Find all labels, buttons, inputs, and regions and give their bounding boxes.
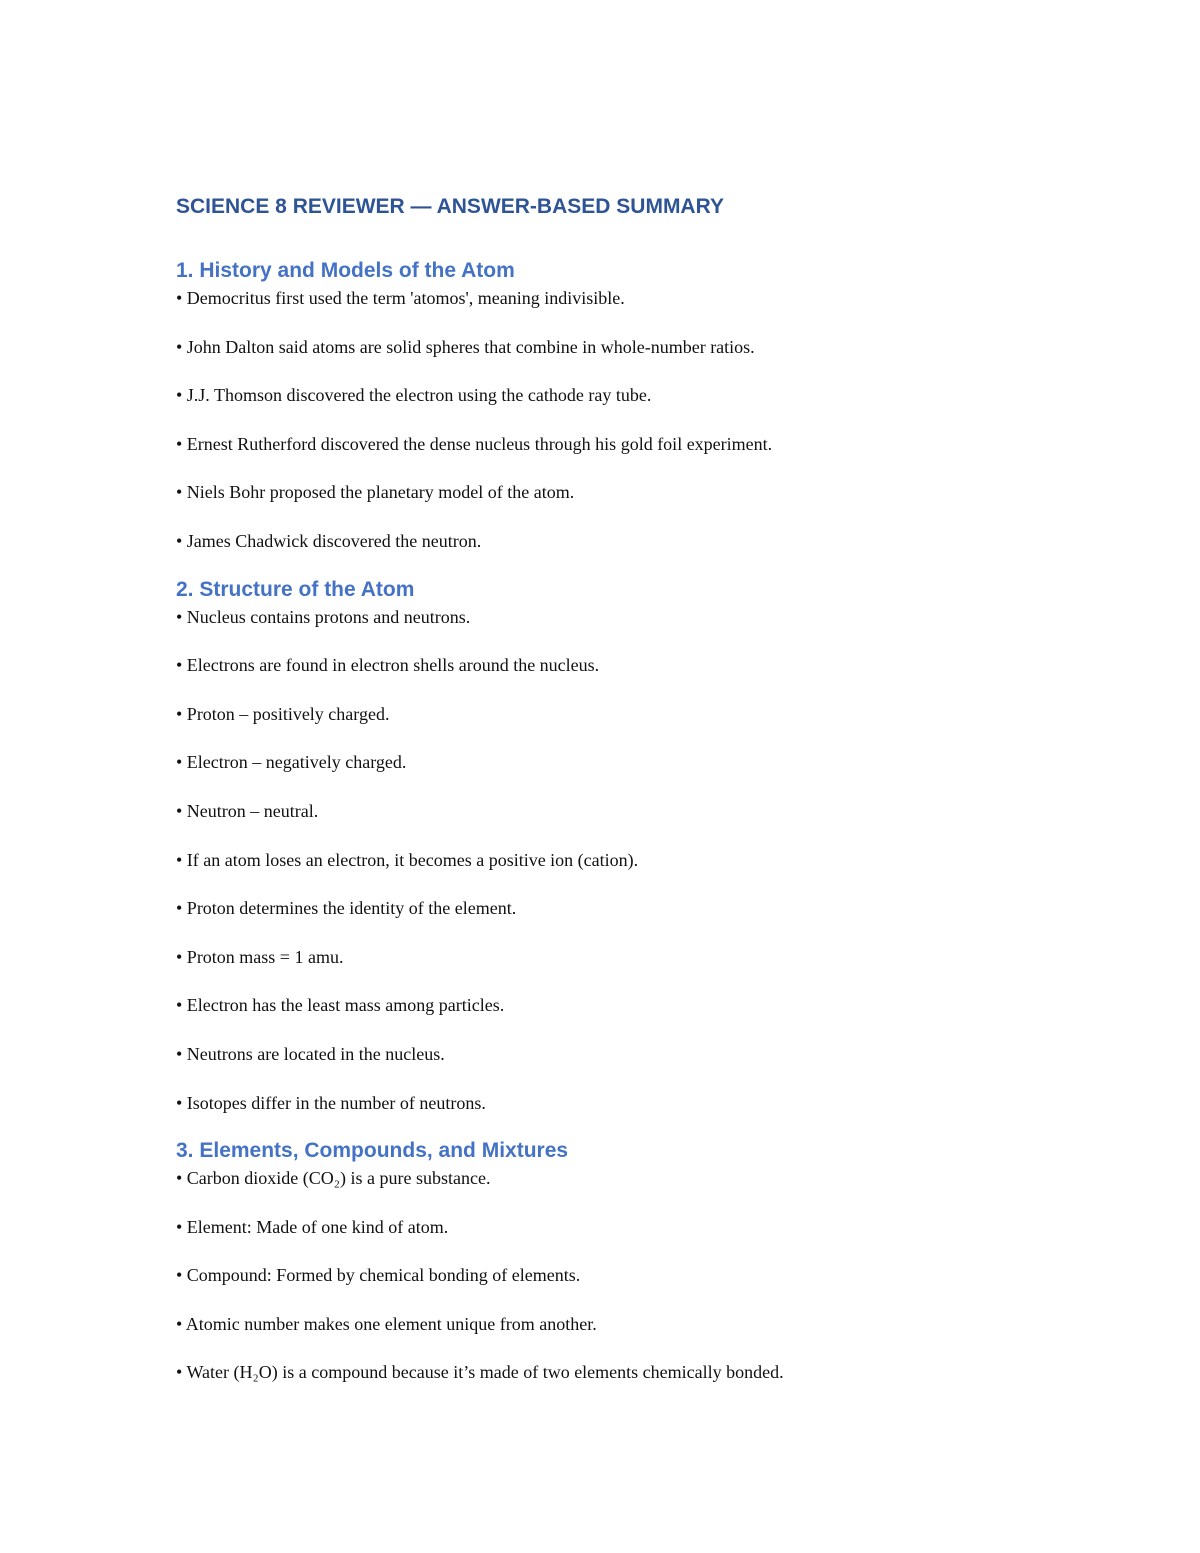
list-item: • Electron has the least mass among particles. <box>176 995 505 1016</box>
list-item: • Compound: Formed by chemical bonding of elements. <box>176 1265 581 1286</box>
list-item: • Democritus first used the term 'atomos', meaning indivisible. <box>176 288 625 308</box>
document-body <box>176 192 1036 1409</box>
bullet-list <box>176 605 1036 1115</box>
list-item: • Water (H₂O) is a compound because it’s made of two elements chemically bonded. <box>176 1362 784 1383</box>
list-item: • James Chadwick discovered the neutron. <box>176 530 482 551</box>
list-item: • J.J. Thomson discovered the electron using the cathode ray tube. <box>176 385 652 406</box>
list-item: • Atomic number makes one element unique from another. <box>176 1313 597 1334</box>
section-heading: 2. Structure of the Atom <box>176 577 415 601</box>
section-heading: 3. Elements, Compounds, and Mixtures <box>176 1139 569 1163</box>
list-item: • Electron – negatively charged. <box>176 752 407 773</box>
list-item: • Proton mass = 1 amu. <box>176 946 344 967</box>
list-item: • Nucleus contains protons and neutrons. <box>176 606 471 627</box>
bullet-list <box>176 1166 1036 1384</box>
list-item: • Element: Made of one kind of atom. <box>176 1216 449 1237</box>
list-item: • Niels Bohr proposed the planetary model of the atom. <box>176 482 575 503</box>
list-item: • If an atom loses an electron, it becomes a positive ion (cation). <box>176 849 639 870</box>
list-item: • Ernest Rutherford discovered the dense nucleus through his gold foil experiment. <box>176 433 773 454</box>
list-item: • Electrons are found in electron shells around the nucleus. <box>176 655 600 676</box>
section-structure-atom <box>176 575 1036 1115</box>
section-elements-compounds-mixtures <box>176 1136 1036 1384</box>
section-heading: 1. History and Models of the Atom <box>176 259 515 282</box>
list-item: • John Dalton said atoms are solid spheres that combine in whole-number ratios. <box>176 336 755 357</box>
list-item: • Carbon dioxide (CO₂) is a pure substance. <box>176 1168 491 1189</box>
list-item: • Isotopes differ in the number of neutrons. <box>176 1092 486 1113</box>
list-item: • Proton determines the identity of the element. <box>176 898 517 919</box>
section-history-models <box>176 256 1036 553</box>
bullet-list <box>176 286 1036 553</box>
list-item: • Neutrons are located in the nucleus. <box>176 1043 445 1064</box>
document-title: SCIENCE 8 REVIEWER — ANSWER-BASED SUMMARY <box>176 195 724 218</box>
list-item: • Neutron – neutral. <box>176 800 319 821</box>
list-item: • Proton – positively charged. <box>176 703 390 724</box>
